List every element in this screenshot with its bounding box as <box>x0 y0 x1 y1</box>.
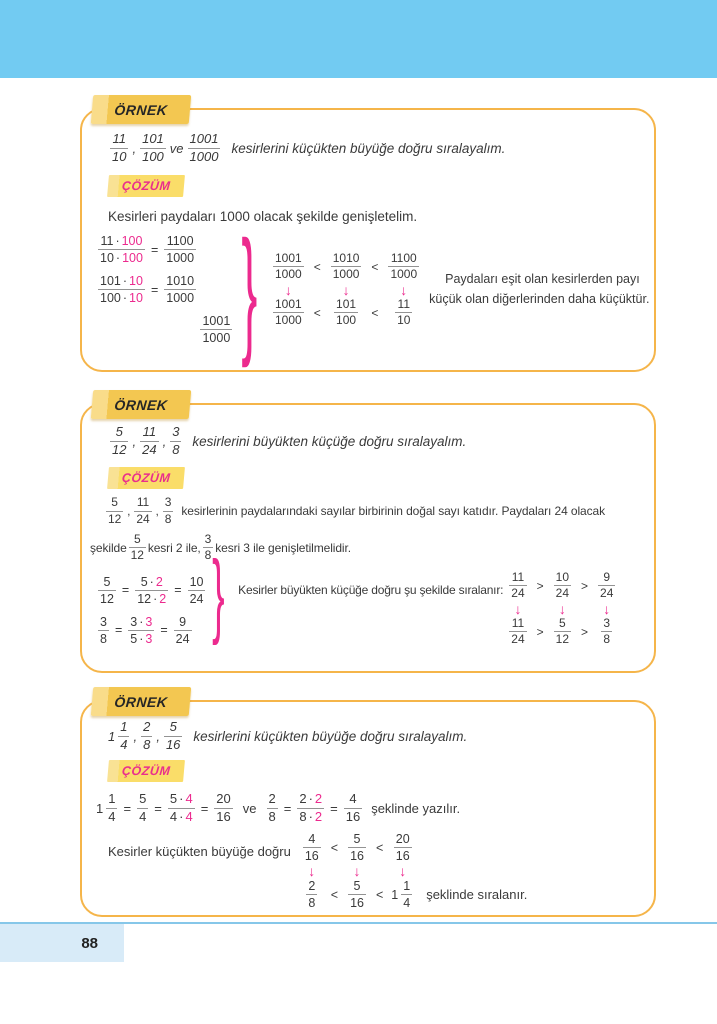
denominator: 1000 <box>166 291 195 306</box>
dot: · <box>115 234 120 249</box>
cozum-text: ÇÖZÜM <box>121 764 171 779</box>
denominator: 8 <box>308 896 316 911</box>
fraction <box>98 575 116 606</box>
denominator: 24 <box>142 441 157 457</box>
dot: · <box>153 591 158 606</box>
paragraph-text: şekilde <box>90 540 127 555</box>
equals: = <box>283 800 292 816</box>
denominator: 1000 <box>332 267 360 282</box>
brace-icon: } <box>212 543 226 647</box>
denominator: 1000 <box>166 251 195 266</box>
arrow-down-icon: ↓ <box>284 281 292 298</box>
numerator: 9 <box>179 614 187 629</box>
dot: · <box>115 251 121 266</box>
fraction <box>188 132 221 164</box>
fraction <box>334 298 358 328</box>
line-tail-text: şeklinde yazılır. <box>371 800 461 816</box>
numerator: 5 · 2 <box>140 574 163 589</box>
fraction <box>267 792 278 824</box>
numerator: 1100 <box>166 234 194 249</box>
numerator: 20 <box>216 791 231 807</box>
greater-than: > <box>581 578 589 593</box>
denominator: 8 · 2 <box>299 808 323 824</box>
less-than: < <box>313 305 321 320</box>
denominator: 24 <box>136 511 150 526</box>
numerator: 1010 <box>166 274 195 289</box>
ornek-text: ÖRNEK <box>113 693 169 710</box>
example-box-1 <box>80 101 656 372</box>
equals: = <box>174 583 182 598</box>
cozum-text: ÇÖZÜM <box>121 179 171 194</box>
numerator: 5 <box>115 424 123 439</box>
dot: · <box>122 274 128 289</box>
fraction <box>98 234 145 265</box>
denominator: 24 <box>600 586 614 601</box>
numerator: 5 <box>133 531 141 546</box>
denominator: 24 <box>175 631 190 646</box>
numerator: 3 <box>603 615 611 630</box>
mixed-number <box>96 792 119 824</box>
denominator: 100 <box>142 148 164 164</box>
numerator: 1001 <box>275 250 302 265</box>
problem-text: kesirlerini büyükten küçüğe doğru sıralayalım. <box>192 433 467 449</box>
problem-text: kesirlerini küçükten büyüğe doğru sıralayalım. <box>231 140 506 156</box>
expansion-row <box>96 274 236 305</box>
fraction <box>164 234 196 265</box>
fraction <box>214 792 232 824</box>
fraction <box>188 575 206 606</box>
paragraph-text: kesri 3 ile genişletilmelidir. <box>215 540 351 555</box>
numerator: 1 <box>120 719 128 734</box>
problem-text: kesirlerini küçükten büyüğe doğru sıralayalım. <box>193 728 468 744</box>
dot: · <box>179 791 184 807</box>
ornek-label <box>91 687 192 716</box>
numerator: 2 <box>268 791 276 807</box>
denominator: 4 · 4 <box>169 808 193 824</box>
numerator: 11 <box>112 131 126 146</box>
equals: = <box>154 800 162 816</box>
cozum-label <box>107 175 185 197</box>
fraction <box>110 425 128 457</box>
ornek-text: ÖRNEK <box>113 396 169 413</box>
arrow-down-icon: ↓ <box>353 863 361 880</box>
numerator: 5 <box>558 615 566 630</box>
fraction <box>200 314 232 345</box>
line-tail-text: şeklinde sıralanır. <box>426 887 528 903</box>
expansion-column <box>96 234 236 345</box>
fraction <box>118 720 129 752</box>
expansion-column <box>96 575 207 646</box>
expansion-row <box>96 314 236 345</box>
fraction <box>394 832 412 863</box>
fraction <box>273 252 304 282</box>
paragraph-text: kesirlerinin paydalarındaki sayılar birbirinin doğal sayı katıdır. Paydaları 24 olacak <box>181 504 605 519</box>
denominator: 16 <box>350 849 364 864</box>
denominator: 1000 <box>202 331 231 346</box>
problem-statement <box>108 720 654 752</box>
less-than: < <box>330 887 339 902</box>
numerator: 2 · 2 <box>299 791 323 807</box>
denominator: 16 <box>350 896 364 911</box>
equals: = <box>150 282 159 297</box>
denominator: 10 · 100 <box>100 251 143 266</box>
page-number-box <box>0 924 124 962</box>
fraction <box>344 792 362 824</box>
top-blue-banner <box>0 0 717 78</box>
fraction <box>401 879 412 910</box>
numerator: 3 <box>172 424 180 439</box>
denominator: 4 <box>108 808 116 824</box>
fraction <box>554 617 571 647</box>
order-text: Kesirler büyükten küçüğe doğru şu şekilde sıralanır: <box>238 582 504 597</box>
dot: · <box>179 808 184 824</box>
numerator: 1001 <box>202 314 231 329</box>
dot: · <box>308 791 313 807</box>
paragraph-line <box>104 496 654 526</box>
less-than: < <box>313 259 321 274</box>
fraction <box>598 571 615 601</box>
arrow-down-icon: ↓ <box>308 863 316 880</box>
arrow-down-icon: ↓ <box>399 863 407 880</box>
arrow-down-icon: ↓ <box>603 600 611 617</box>
fraction <box>98 615 109 646</box>
numerator: 5 <box>139 791 147 807</box>
fraction <box>135 575 168 606</box>
conversion-line <box>96 792 654 824</box>
greater-than: > <box>536 578 544 593</box>
denominator: 12 · 2 <box>137 591 167 606</box>
comma: , <box>156 728 160 744</box>
fraction <box>297 792 324 824</box>
numerator: 5 <box>353 879 361 894</box>
fraction <box>98 274 145 305</box>
denominator: 24 <box>189 591 204 606</box>
numerator: 4 <box>308 832 316 847</box>
numerator: 3 <box>204 531 212 546</box>
arrow-down-icon: ↓ <box>558 600 566 617</box>
numerator: 11 <box>511 615 525 630</box>
paragraph-text: kesri 2 ile, <box>147 540 201 555</box>
comma: , <box>162 433 167 449</box>
denominator: 12 <box>130 548 144 563</box>
problem-statement <box>108 425 654 457</box>
denominator: 8 <box>268 808 276 824</box>
numerator: 5 <box>111 495 118 510</box>
numerator: 3 · 3 <box>130 614 153 629</box>
fraction <box>174 615 192 646</box>
comma: , <box>133 728 138 744</box>
cozum-label <box>107 467 185 489</box>
cozum-text: ÇÖZÜM <box>121 471 171 486</box>
comma: , <box>132 140 137 156</box>
greater-than: > <box>581 624 589 639</box>
problem-statement <box>108 132 654 164</box>
denominator: 8 <box>204 548 212 563</box>
denominator: 5 · 3 <box>130 631 153 646</box>
denominator: 1000 <box>390 267 418 282</box>
numerator: 11 <box>142 424 157 439</box>
fraction <box>134 496 151 526</box>
comparison-block <box>301 832 528 910</box>
numerator: 10 <box>555 569 569 584</box>
numerator: 20 <box>395 832 410 847</box>
equals: = <box>114 623 123 638</box>
numerator: 101 · 10 <box>100 274 143 289</box>
fraction <box>110 132 128 164</box>
fraction <box>170 425 181 457</box>
equals: = <box>330 800 338 816</box>
fraction <box>163 496 174 526</box>
numerator: 11 <box>511 569 525 584</box>
page-number: 88 <box>81 934 98 952</box>
denominator: 8 <box>172 441 180 457</box>
numerator: 10 <box>189 574 204 589</box>
fraction <box>168 792 195 824</box>
denominator: 8 <box>603 632 611 647</box>
arrow-down-icon: ↓ <box>400 281 408 298</box>
fraction <box>348 879 366 910</box>
denominator: 10 <box>112 148 127 164</box>
numerator: 101 <box>142 131 164 146</box>
mixed-number <box>108 720 131 752</box>
denominator: 16 <box>216 808 231 824</box>
numerator: 5 <box>169 719 177 734</box>
less-than: < <box>375 887 384 902</box>
expansion-row <box>96 234 236 265</box>
equals: = <box>200 800 209 816</box>
fraction <box>106 792 117 824</box>
fraction <box>601 617 612 647</box>
fraction <box>331 252 362 282</box>
numerator: 11 <box>397 296 411 311</box>
fraction <box>129 533 146 563</box>
equals: = <box>121 583 130 598</box>
equals: = <box>123 800 132 816</box>
denominator: 24 <box>511 632 525 647</box>
numerator: 1 <box>403 879 411 894</box>
denominator: 8 <box>143 736 151 752</box>
fraction <box>303 832 321 863</box>
denominator: 1000 <box>189 148 219 164</box>
comparison-block <box>271 252 421 328</box>
dot: · <box>139 614 144 629</box>
greater-than: > <box>536 624 544 639</box>
example-box-2 <box>80 396 656 673</box>
solution-paragraph <box>82 496 654 563</box>
less-than: < <box>330 840 339 855</box>
solution-intro: Kesirleri paydaları 1000 olacak şekilde genişletelim. <box>108 209 418 225</box>
numerator: 11 · 100 <box>100 234 143 249</box>
less-than: < <box>375 840 384 855</box>
numerator: 1001 <box>275 296 302 311</box>
paragraph-line <box>90 533 654 563</box>
ornek-label <box>91 95 192 124</box>
numerator: 1100 <box>390 250 417 265</box>
brace-icon: } <box>241 210 258 369</box>
mixed-number <box>391 879 414 910</box>
denominator: 12 <box>112 441 127 457</box>
less-than: < <box>371 305 379 320</box>
ornek-label <box>91 390 192 419</box>
denominator: 4 <box>139 808 147 824</box>
numerator: 5 <box>353 832 361 847</box>
numerator: 3 <box>164 495 172 510</box>
numerator: 5 · 4 <box>169 791 193 807</box>
whole-part: 1 <box>96 800 104 816</box>
fraction <box>164 720 182 752</box>
example-box-3 <box>80 693 656 917</box>
denominator: 16 <box>395 849 410 864</box>
order-text: Kesirler küçükten büyüğe doğru <box>108 844 291 860</box>
numerator: 3 <box>100 614 107 629</box>
dot: · <box>149 574 154 589</box>
fraction <box>395 298 412 328</box>
denominator: 16 <box>304 849 319 864</box>
denominator: 16 <box>165 736 181 752</box>
arrow-down-icon: ↓ <box>342 281 350 298</box>
fraction <box>141 720 152 752</box>
denominator: 12 <box>100 591 114 606</box>
denominator: 24 <box>511 586 525 601</box>
fraction <box>554 571 571 601</box>
dot: · <box>122 291 128 306</box>
expansion-row <box>96 575 207 606</box>
fraction <box>140 425 158 457</box>
fraction <box>273 298 304 328</box>
numerator: 2 <box>308 879 316 894</box>
comma: , <box>155 504 159 519</box>
fraction <box>137 792 148 824</box>
denominator: 24 <box>555 586 569 601</box>
denominator: 1000 <box>275 313 302 328</box>
fraction <box>509 617 526 647</box>
numerator: 9 <box>603 569 611 584</box>
dot: · <box>139 631 144 646</box>
denominator: 4 <box>120 736 128 752</box>
fraction <box>164 274 196 305</box>
numerator: 4 <box>349 791 357 807</box>
numerator: 1001 <box>189 131 219 146</box>
denominator: 8 <box>164 511 172 526</box>
whole-part: 1 <box>108 728 116 744</box>
whole-part: 1 <box>391 887 399 902</box>
expansion-row <box>96 615 207 646</box>
fraction <box>306 879 317 910</box>
ornek-text: ÖRNEK <box>113 101 169 118</box>
denominator: 12 <box>108 511 122 526</box>
dot: · <box>308 808 313 824</box>
numerator: 11 <box>136 495 150 510</box>
less-than: < <box>371 259 379 274</box>
denominator: 100 · 10 <box>100 291 143 306</box>
equals: = <box>160 623 168 638</box>
denominator: 8 <box>100 631 107 646</box>
denominator: 1000 <box>275 267 302 282</box>
arrow-down-icon: ↓ <box>514 600 522 617</box>
numerator: 1010 <box>332 250 360 265</box>
comma: , <box>132 433 137 449</box>
numerator: 1 <box>108 791 116 807</box>
denominator: 4 <box>403 896 411 911</box>
fraction <box>348 832 366 863</box>
ve-word: ve <box>169 140 184 156</box>
denominator: 100 <box>336 313 357 328</box>
comma: , <box>127 504 131 519</box>
comparison-block <box>507 571 617 647</box>
equals: = <box>150 242 159 257</box>
ordering-area <box>108 832 654 910</box>
fraction <box>106 496 123 526</box>
fraction <box>388 252 419 282</box>
numerator: 5 <box>103 574 111 589</box>
fraction <box>140 132 166 164</box>
numerator: 101 <box>336 296 357 311</box>
denominator: 16 <box>345 808 361 824</box>
fraction <box>509 571 526 601</box>
numerator: 2 <box>143 719 151 734</box>
cozum-label <box>107 760 185 782</box>
denominator: 12 <box>555 632 569 647</box>
ve-word: ve <box>242 800 257 816</box>
rule-note: Paydaları eşit olan kesirlerden payı küçük olan diğerlerinden daha küçüktür. <box>429 272 650 306</box>
fraction <box>128 615 154 646</box>
denominator: 10 <box>397 313 411 328</box>
